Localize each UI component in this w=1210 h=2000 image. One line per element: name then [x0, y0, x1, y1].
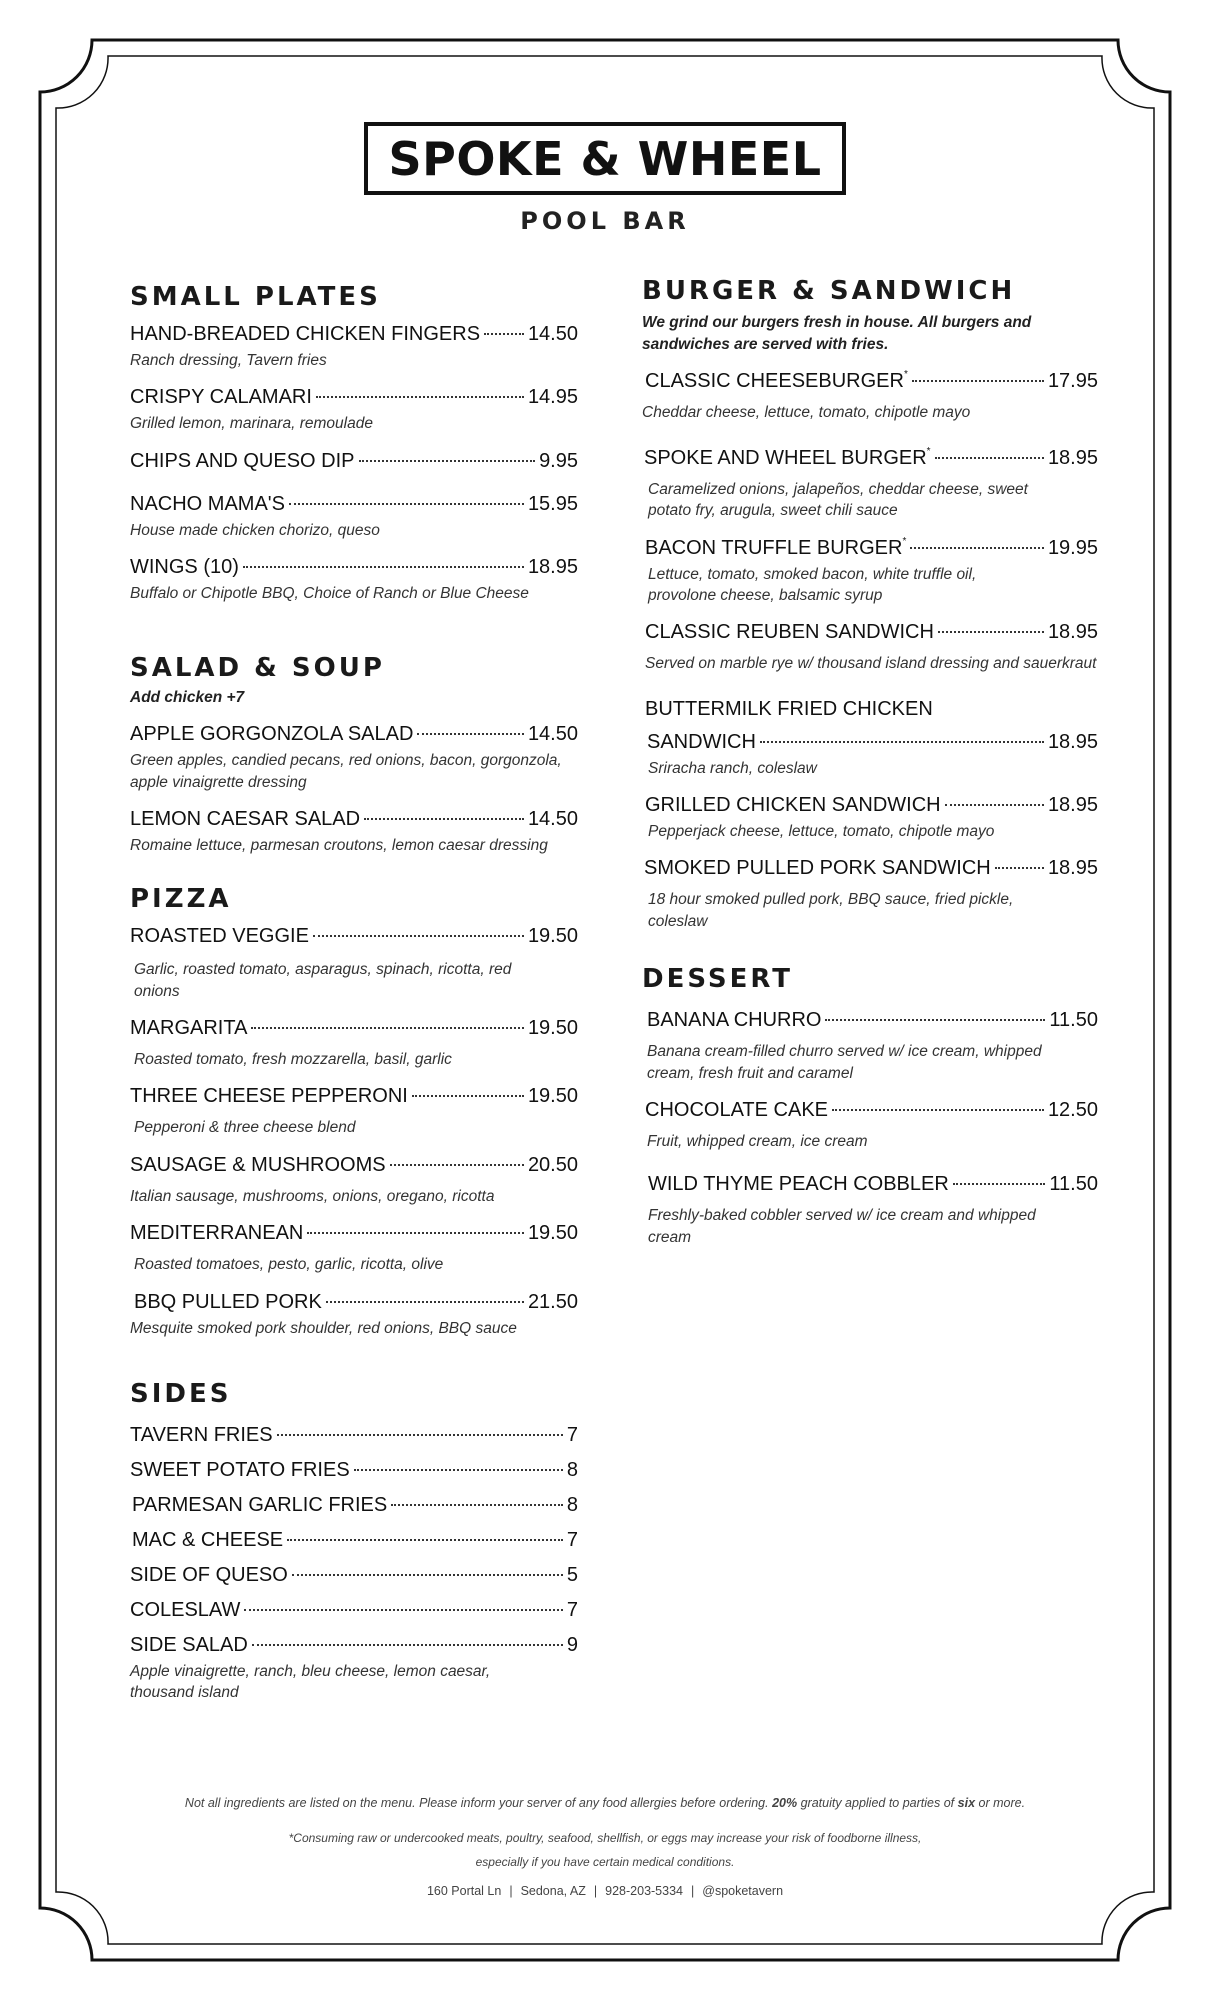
menu-item — [130, 322, 578, 371]
gratuity-percent: 20% — [772, 1796, 798, 1810]
leader-dots — [243, 566, 524, 568]
menu-item — [130, 1563, 578, 1588]
menu-item — [130, 924, 578, 1002]
item-price: 19.50 — [527, 1017, 578, 1040]
menu-item — [642, 697, 1098, 779]
menu-item — [130, 555, 578, 604]
leader-dots — [252, 1644, 563, 1646]
menu-item — [130, 807, 578, 856]
menu-item — [130, 1221, 578, 1275]
item-name: SWEET POTATO FRIES — [130, 1458, 350, 1481]
leader-dots — [244, 1609, 562, 1611]
leader-dots — [364, 818, 524, 820]
leader-dots — [292, 1574, 563, 1576]
item-price: 19.95 — [1047, 536, 1098, 559]
section-title: PIZZA — [130, 884, 232, 915]
leader-dots — [935, 457, 1044, 459]
item-description: Freshly-baked cobbler served w/ ice cream and whipped cream — [648, 1207, 1036, 1246]
item-name — [645, 536, 906, 561]
item-name-text: SPOKE AND WHEEL BURGER — [644, 446, 927, 469]
menu-item — [642, 856, 1098, 932]
leader-dots — [484, 333, 524, 335]
leader-dots — [289, 503, 524, 505]
section-salad-soup — [130, 653, 578, 857]
item-price: 19.50 — [527, 925, 578, 948]
item-name: ROASTED VEGGIE — [130, 925, 309, 948]
item-description: Roasted tomato, fresh mozzarella, basil, garlic — [134, 1051, 452, 1069]
item-price: 14.95 — [527, 386, 578, 409]
gratuity-text: gratuity applied to parties of — [800, 1796, 955, 1810]
menu-item — [130, 1153, 578, 1207]
menu-item — [130, 1633, 578, 1704]
leader-dots — [277, 1434, 563, 1436]
separator: | — [691, 1884, 695, 1898]
allergy-notice — [90, 1796, 1120, 1810]
item-description: 18 hour smoked pulled pork, BBQ sauce, fried pickle, coleslaw — [648, 891, 1014, 930]
section-title: SMALL PLATES — [130, 282, 381, 312]
item-name: SIDE OF QUESO — [130, 1563, 288, 1586]
party-size: six — [957, 1796, 976, 1810]
item-price: 5 — [566, 1563, 578, 1586]
item-name: CHIPS AND QUESO DIP — [130, 449, 355, 472]
item-name — [644, 446, 931, 471]
item-name: LEMON CAESAR SALAD — [130, 807, 361, 830]
item-description: Italian sausage, mushrooms, onions, oregano, ricotta — [130, 1187, 495, 1205]
item-description: Cheddar cheese, lettuce, tomato, chipotle mayo — [642, 404, 971, 422]
section-small-plates — [130, 282, 578, 605]
item-name-text: CLASSIC CHEESEBURGER — [645, 370, 904, 393]
right-column — [642, 276, 1098, 1276]
item-description: Fruit, whipped cream, ice cream — [647, 1132, 868, 1150]
item-description: Roasted tomatoes, pesto, garlic, ricotta, olive — [134, 1256, 444, 1274]
menu-item — [130, 1528, 578, 1553]
section-note: Add chicken +7 — [130, 688, 245, 706]
item-price: 8 — [566, 1493, 578, 1516]
item-name — [645, 369, 908, 394]
item-price: 9.95 — [539, 449, 578, 472]
item-description: Green apples, candied pecans, red onions, bacon, gorgonzola, apple vinaigrette dressing — [130, 752, 562, 791]
menu-item — [642, 369, 1098, 423]
item-name: CRISPY CALAMARI — [130, 386, 312, 409]
item-name: GRILLED CHICKEN SANDWICH — [645, 794, 941, 816]
item-asterisk: * — [903, 369, 908, 381]
leader-dots — [354, 1469, 563, 1471]
item-description: Lettuce, tomato, smoked bacon, white truffle oil, provolone cheese, balsamic syrup — [648, 565, 977, 604]
phone-number[interactable]: 928-203-5334 — [605, 1884, 683, 1898]
item-name: CLASSIC REUBEN SANDWICH — [645, 621, 934, 644]
menu-item — [130, 1598, 578, 1623]
item-name: BANANA CHURRO — [647, 1009, 822, 1032]
leader-dots — [945, 804, 1044, 806]
leader-dots — [326, 1301, 524, 1303]
leader-dots — [359, 460, 536, 462]
menu-item — [642, 446, 1098, 522]
item-name-text: BACON TRUFFLE BURGER — [645, 536, 903, 559]
item-name: TAVERN FRIES — [130, 1423, 273, 1446]
section-title: BURGER & SANDWICH — [642, 276, 1016, 306]
section-dessert — [642, 964, 1098, 1248]
menu-item — [642, 536, 1098, 607]
leader-dots — [391, 1504, 563, 1506]
item-price: 11.50 — [1049, 1173, 1098, 1196]
leader-dots — [910, 547, 1044, 549]
item-price: 7 — [566, 1598, 578, 1621]
item-name: WILD THYME PEACH COBBLER — [648, 1173, 949, 1196]
section-title: SIDES — [130, 1378, 232, 1409]
section-title: SALAD & SOUP — [130, 652, 385, 683]
item-name: WINGS (10) — [130, 556, 239, 579]
menu-item — [130, 1016, 578, 1070]
leader-dots — [953, 1183, 1046, 1185]
leader-dots — [390, 1164, 524, 1166]
leader-dots — [251, 1027, 524, 1029]
menu-item — [130, 1493, 578, 1518]
item-price: 7 — [566, 1423, 578, 1446]
warning-line: especially if you have certain medical conditions. — [475, 1855, 735, 1869]
item-name-line1: BUTTERMILK FRIED CHICKEN — [645, 697, 933, 720]
item-description: Mesquite smoked pork shoulder, red onions, BBQ sauce — [130, 1319, 517, 1337]
item-name: CHOCOLATE CAKE — [645, 1098, 828, 1121]
city: Sedona, AZ — [520, 1884, 586, 1898]
menu-item — [642, 1172, 1098, 1248]
item-description: Caramelized onions, jalapeños, cheddar cheese, sweet potato fry, arugula, sweet chili sauce — [648, 480, 1028, 520]
leader-dots — [995, 867, 1044, 869]
leader-dots — [287, 1539, 563, 1541]
social-handle[interactable]: @spoketavern — [702, 1884, 784, 1898]
leader-dots — [760, 741, 1044, 743]
item-price: 18.95 — [1047, 446, 1098, 469]
item-asterisk: * — [902, 535, 907, 547]
leader-dots — [912, 380, 1044, 382]
item-price: 19.50 — [527, 1085, 578, 1108]
item-name: COLESLAW — [130, 1598, 241, 1621]
item-price: 17.95 — [1047, 370, 1098, 393]
item-name: APPLE GORGONZOLA SALAD — [130, 723, 414, 746]
leader-dots — [832, 1109, 1044, 1111]
item-description: Pepperoni & three cheese blend — [134, 1119, 356, 1137]
item-description: Grilled lemon, marinara, remoulade — [130, 415, 373, 433]
warning-line: *Consuming raw or undercooked meats, poultry, seafood, shellfish, or eggs may increase your risk of foodborne illness, — [288, 1831, 922, 1845]
menu-item — [642, 793, 1098, 842]
item-name: SMOKED PULLED PORK SANDWICH — [644, 857, 991, 880]
leader-dots — [316, 396, 524, 398]
item-name: SAUSAGE & MUSHROOMS — [130, 1153, 386, 1176]
leader-dots — [313, 935, 524, 937]
venue-subtitle: POOL BAR — [520, 206, 690, 235]
item-price: 18.95 — [527, 556, 578, 579]
menu-item — [130, 1290, 578, 1339]
item-description: House made chicken chorizo, queso — [130, 521, 380, 539]
leader-dots — [938, 631, 1044, 633]
item-description: Banana cream-filled churro served w/ ice cream, whipped cream, fresh fruit and caramel — [647, 1043, 1042, 1082]
item-price: 14.50 — [527, 323, 578, 345]
menu-item — [130, 1423, 578, 1448]
item-name: PARMESAN GARLIC FRIES — [132, 1493, 388, 1516]
item-price: 11.50 — [1049, 1009, 1098, 1032]
item-price: 8 — [566, 1458, 578, 1481]
menu-header — [0, 122, 1210, 235]
item-price: 15.95 — [527, 492, 578, 515]
leader-dots — [412, 1095, 524, 1097]
item-price: 18.95 — [1047, 857, 1098, 880]
section-pizza — [130, 884, 578, 1339]
item-description: Served on marble rye w/ thousand island dressing and sauerkraut — [645, 655, 1097, 673]
item-name-line2: SANDWICH — [647, 730, 756, 753]
item-description: Pepperjack cheese, lettuce, tomato, chipotle mayo — [648, 823, 995, 840]
left-column — [130, 282, 578, 1732]
menu-item — [130, 1084, 578, 1138]
item-name: MAC & CHEESE — [132, 1528, 284, 1551]
item-description: Buffalo or Chipotle BBQ, Choice of Ranch or Blue Cheese — [130, 585, 529, 603]
item-description: Apple vinaigrette, ranch, bleu cheese, lemon caesar, thousand island — [130, 1662, 491, 1702]
separator: | — [509, 1884, 513, 1898]
item-price: 19.50 — [527, 1222, 578, 1245]
item-price: 12.50 — [1047, 1098, 1098, 1121]
item-name: SIDE SALAD — [130, 1633, 248, 1656]
item-price: 14.50 — [527, 723, 578, 746]
item-asterisk: * — [926, 445, 931, 457]
item-price: 21.50 — [527, 1290, 578, 1313]
section-note: We grind our burgers fresh in house. All burgers and sandwiches are served with fries. — [642, 314, 1032, 353]
address: 160 Portal Ln — [426, 1884, 502, 1898]
item-price: 18.95 — [1047, 621, 1098, 644]
leader-dots — [417, 733, 524, 735]
menu-item — [130, 722, 578, 793]
item-description: Romaine lettuce, parmesan croutons, lemon caesar dressing — [130, 836, 548, 854]
contact-info — [90, 1884, 1120, 1898]
item-name: NACHO MAMA'S — [130, 492, 285, 515]
restaurant-logo: SPOKE & WHEEL — [364, 122, 845, 195]
item-name: THREE CHEESE PEPPERONI — [130, 1085, 408, 1108]
leader-dots — [825, 1019, 1045, 1021]
consumption-warning — [90, 1826, 1120, 1874]
menu-item — [130, 385, 578, 434]
item-price: 9 — [566, 1633, 578, 1656]
item-name: HAND-BREADED CHICKEN FINGERS — [130, 323, 481, 345]
item-name: BBQ PULLED PORK — [134, 1290, 322, 1313]
menu-item — [642, 1008, 1098, 1084]
allergy-text: Not all ingredients are listed on the menu. Please inform your server of any food allergies before ordering. — [184, 1796, 769, 1810]
leader-dots — [307, 1232, 524, 1234]
section-sides — [130, 1379, 578, 1704]
menu-item — [130, 449, 578, 474]
separator: | — [593, 1884, 598, 1898]
item-description: Garlic, roasted tomato, asparagus, spinach, ricotta, red onions — [134, 961, 512, 1000]
menu-item — [642, 1098, 1098, 1152]
item-price: 20.50 — [527, 1153, 578, 1176]
menu-item — [130, 492, 578, 541]
section-title: DESSERT — [642, 964, 793, 995]
item-price: 7 — [566, 1528, 578, 1551]
item-price: 14.50 — [527, 807, 578, 830]
menu-footer — [90, 1796, 1120, 1898]
item-price: 18.95 — [1047, 794, 1098, 816]
section-burger-sandwich — [642, 276, 1098, 932]
item-price: 18.95 — [1047, 730, 1098, 753]
menu-item — [642, 620, 1098, 674]
item-description: Ranch dressing, Tavern fries — [130, 352, 327, 369]
item-description: Sriracha ranch, coleslaw — [648, 759, 817, 777]
menu-item — [130, 1458, 578, 1483]
item-name: MARGARITA — [130, 1017, 248, 1040]
item-name: MEDITERRANEAN — [130, 1222, 304, 1245]
gratuity-text-end: or more. — [978, 1796, 1026, 1810]
